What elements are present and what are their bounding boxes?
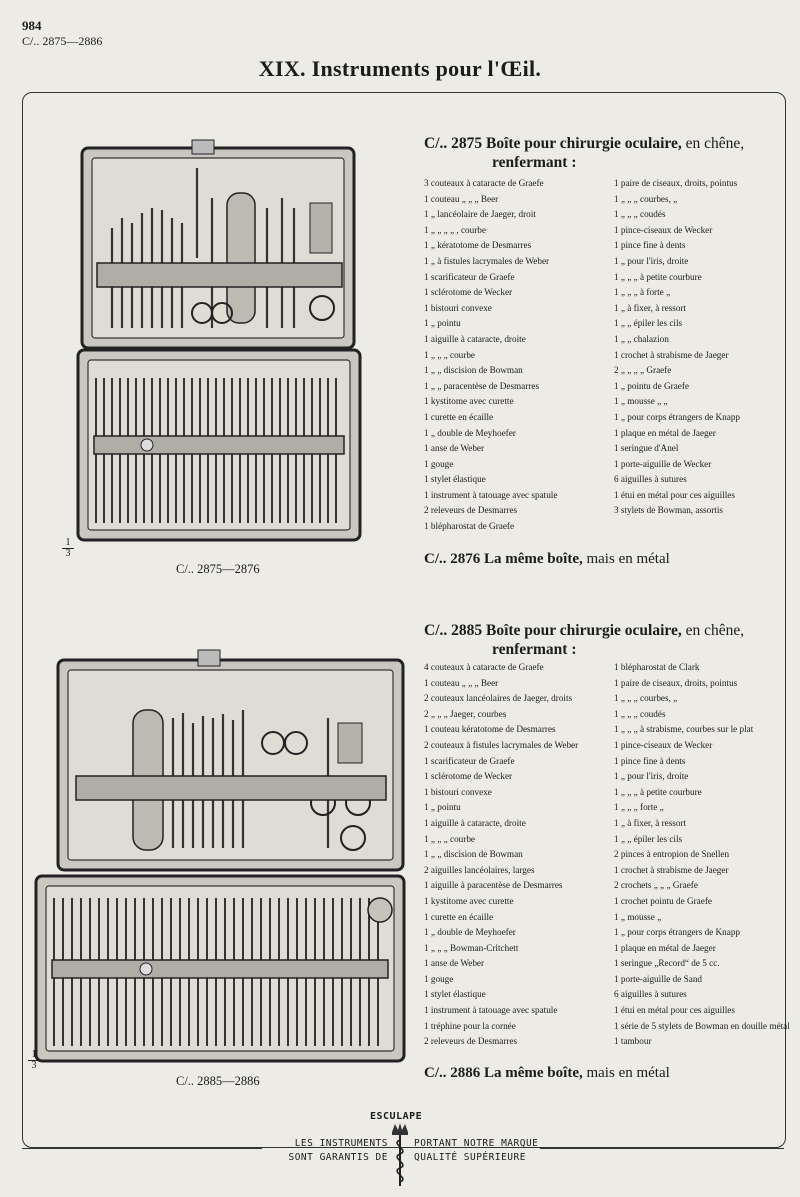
list-item: 1 blépharostat de Clark [614, 662, 700, 672]
list-item: 1 instrument à tatouage avec spatule [424, 1005, 558, 1016]
list-item: 1 scarificateur de Graefe [424, 755, 515, 766]
list-item: 1 curette en écaille [424, 911, 494, 922]
list-item: 1 anse de Weber [424, 443, 485, 454]
list-item: 1 pince fine à dents [614, 240, 686, 251]
brand-name: ESCULAPE [370, 1111, 423, 1122]
list-item: 1 paire de ciseaux, droits, pointus [614, 178, 738, 188]
list-item: 1 aiguille à cataracte, droite [424, 817, 526, 828]
list-item: 1 pince fine à dents [614, 755, 686, 766]
list-item: 1 kystitome avec curette [424, 895, 514, 906]
list-item: 1 „ à fixer, à ressort [614, 817, 687, 828]
list-item: 4 couteaux à cataracte de Graefe [424, 662, 544, 672]
list-item: 1 „ „ discision de Bowman [424, 849, 523, 860]
list-item: 1 pince-ciseaux de Wecker [614, 739, 713, 750]
list-item: 1 „ „ „ coudés [614, 209, 666, 220]
set-heading-rest: en chêne, [681, 622, 745, 639]
list-item: 1 étui en métal pour ces aiguilles [614, 489, 735, 500]
list-item: 1 „ „ „ à petite courbure [614, 786, 702, 797]
list-item: 1 tambour [614, 1036, 652, 1047]
list-item: 1 „ pour corps étrangers de Knapp [614, 927, 741, 938]
list-item: 1 „ mousse „ „ [614, 396, 668, 407]
list-item: 2 „ „ „ „ Graefe [614, 365, 672, 376]
list-item: 2 crochets „ „ „ Graefe [614, 880, 698, 891]
variant-bold: C/.. 2886 La même boîte, [424, 1065, 583, 1081]
footer-rule-left [22, 1148, 262, 1149]
list-item: 1 „ pointu [424, 802, 461, 813]
list-item: 1 bistouri convexe [424, 302, 492, 313]
list-item: 1 pince-ciseaux de Wecker [614, 224, 713, 235]
variant-line-2886 [424, 1064, 670, 1082]
footer-right-text [414, 1137, 544, 1165]
scale-label-2885: 1 3 [28, 1050, 40, 1071]
set-heading-bold: C/.. 2875 Boîte pour chirurgie oculaire, [424, 135, 682, 152]
list-item: 1 paire de ciseaux, droits, pointus [614, 677, 738, 688]
list-item: 1 „ „ „ courbes, „ [614, 193, 678, 204]
list-item: 1 couteau „ „ „ Beer [424, 677, 499, 688]
caduceus-crown-icon [388, 1122, 412, 1188]
list-item: 1 „ „ chalazion [614, 333, 669, 344]
list-item: 1 curette en écaille [424, 411, 494, 422]
footer-left-line1: LES INSTRUMENTS [294, 1138, 388, 1149]
list-item: 1 „ „ „ à forte „ [614, 287, 671, 298]
list-item: 1 crochet à strabisme de Jaeger [614, 864, 729, 875]
list-item: 1 plaque en métal de Jaeger [614, 427, 716, 438]
list-item: 2 „ „ „ Jaeger, courbes [424, 708, 507, 719]
list-item: 1 „ „ „ courbe [424, 349, 476, 360]
list-item: 1 „ „ „ courbes, „ [614, 693, 678, 704]
page-number: 984 [22, 18, 42, 33]
page-title: XIX. Instruments pour l'Œil. [258, 56, 542, 81]
list-item: 1 „ „ „ forte „ [614, 802, 664, 813]
list-item: 1 stylet élastique [424, 989, 486, 1000]
list-item: 1 série de 5 stylets de Bowman en douille métal [614, 1020, 790, 1031]
list-item: 1 „ double de Meyhoefer [424, 927, 516, 938]
list-item: 1 plaque en métal de Jaeger [614, 942, 716, 953]
list-item: 1 „ „ épiler les cils [614, 318, 683, 329]
variant-rest: mais en métal [582, 551, 670, 567]
list-item: 1 crochet pointu de Graefe [614, 895, 712, 906]
scale-label-2875: 1 3 [62, 538, 74, 559]
footer-right-line2: QUALITÉ SUPÉRIEURE [414, 1152, 526, 1163]
list-item: 2 couteaux lancéolaires de Jaeger, droits [424, 693, 573, 704]
list-item: 1 sclérotome de Wecker [424, 771, 513, 782]
list-item: 1 porte-aiguille de Sand [614, 973, 703, 984]
list-item: 1 blépharostat de Graefe [424, 521, 515, 532]
set-heading-2885 [424, 621, 774, 659]
list-item: 1 aiguille à cataracte, droite [424, 333, 526, 344]
list-item: 6 aiguilles à sutures [614, 474, 687, 485]
list-item: 1 „ à fixer, à ressort [614, 302, 687, 313]
list-item: 1 aiguille à paracentèse de Desmarres [424, 880, 563, 891]
list-item: 1 étui en métal pour ces aiguilles [614, 1005, 735, 1016]
set-heading-rest: en chêne, [681, 135, 745, 152]
list-item: 1 bistouri convexe [424, 786, 492, 797]
list-item: 1 „ „ „ courbe [424, 833, 476, 844]
list-item: 1 porte-aiguille de Wecker [614, 458, 712, 469]
list-item: 2 pinces à entropion de Snellen [614, 849, 730, 860]
set1-left-column [424, 176, 610, 535]
list-item: 1 sclérotome de Wecker [424, 287, 513, 298]
list-item: 1 „ pour l'iris, droite [614, 771, 689, 782]
variant-line-2876 [424, 550, 670, 568]
instrument-case-illustration-2875 [72, 138, 367, 550]
list-item: 2 aiguilles lancéolaires, larges [424, 864, 535, 875]
list-item: 1 couteau kératotome de Desmarres [424, 724, 556, 735]
set-heading-line2: renfermant : [492, 154, 577, 171]
list-item: 2 releveurs de Desmarres [424, 505, 518, 516]
list-item: 1 „ „ discision de Bowman [424, 365, 523, 376]
list-item: 1 crochet à strabisme de Jaeger [614, 349, 729, 360]
list-item: 1 „ pour corps étrangers de Knapp [614, 411, 741, 422]
list-item: 1 „ pour l'iris, droite [614, 255, 689, 266]
footer-left-line2: SONT GARANTIS DE [288, 1152, 388, 1163]
list-item: 1 scarificateur de Graefe [424, 271, 515, 282]
figure-caption-2875: C/.. 2875—2876 [176, 562, 260, 576]
list-item: 1 stylet élastique [424, 474, 486, 485]
list-item: 1 instrument à tatouage avec spatule [424, 489, 558, 500]
list-item: 3 couteaux à cataracte de Graefe [424, 178, 544, 188]
set-heading-bold: C/.. 2885 Boîte pour chirurgie oculaire, [424, 622, 682, 639]
set-heading-2875 [424, 134, 774, 172]
variant-rest: mais en métal [582, 1065, 670, 1081]
figure-caption-2885: C/.. 2885—2886 [176, 1074, 260, 1088]
footer-right-line1: PORTANT NOTRE MARQUE [414, 1138, 539, 1149]
set2-right-column [614, 660, 790, 1050]
set1-right-column [614, 176, 780, 519]
variant-bold: C/.. 2876 La même boîte, [424, 551, 583, 567]
list-item: 1 seringue d'Anel [614, 443, 679, 454]
list-item: 1 gouge [424, 458, 454, 469]
list-item: 1 „ kératotome de Desmarres [424, 240, 532, 251]
set-heading-line2: renfermant : [492, 641, 577, 658]
list-item: 2 couteaux à fistules lacrymales de Weber [424, 739, 579, 750]
list-item: 1 tréphine pour la cornée [424, 1020, 516, 1031]
list-item: 1 gouge [424, 973, 454, 984]
list-item: 2 releveurs de Desmarres [424, 1036, 518, 1047]
list-item: 1 „ „ „ coudés [614, 708, 666, 719]
list-item: 3 stylets de Bowman, assortis [614, 505, 723, 516]
list-item: 1 „ mousse „ [614, 911, 662, 922]
list-item: 1 couteau „ „ „ Beer [424, 193, 499, 204]
list-item: 1 „ double de Meyhoefer [424, 427, 516, 438]
list-item: 1 „ „ „ „ , courbe [424, 224, 486, 235]
list-item: 1 „ pointu [424, 318, 461, 329]
set2-left-column [424, 660, 610, 1050]
footer-left-text [270, 1137, 388, 1165]
list-item: 1 „ „ „ Bowman-Critchett [424, 942, 519, 953]
list-item: 1 kystitome avec curette [424, 396, 514, 407]
footer-rule-right [540, 1148, 784, 1149]
list-item: 6 aiguilles à sutures [614, 989, 687, 1000]
page-range: C/.. 2875—2886 [22, 34, 103, 48]
list-item: 1 „ „ „ à petite courbure [614, 271, 702, 282]
list-item: 1 „ lancéolaire de Jaeger, droit [424, 209, 536, 220]
instrument-case-illustration-2885 [28, 648, 408, 1068]
list-item: 1 „ „ épiler les cils [614, 833, 683, 844]
list-item: 1 „ pointu de Graefe [614, 380, 689, 391]
list-item: 1 „ „ „ à strabisme, courbes sur le plat [614, 724, 754, 735]
list-item: 1 seringue „Record“ de 5 cc. [614, 958, 720, 969]
list-item: 1 anse de Weber [424, 958, 485, 969]
list-item: 1 „ à fistules lacrymales de Weber [424, 255, 550, 266]
list-item: 1 „ „ paracentèse de Desmarres [424, 380, 540, 391]
